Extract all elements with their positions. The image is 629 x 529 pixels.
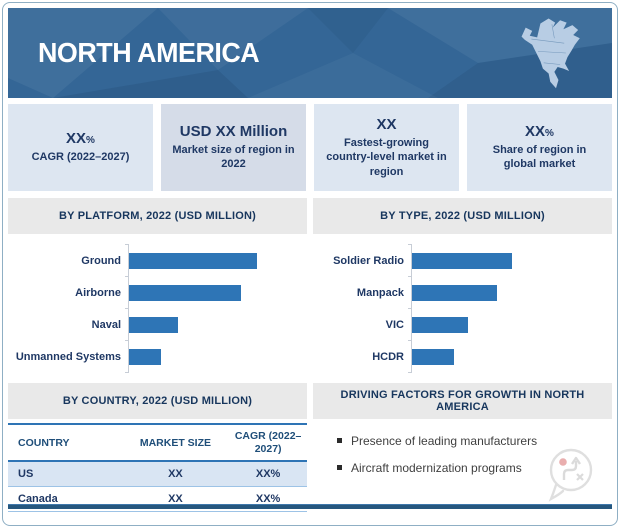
chart-row (313, 245, 610, 277)
chart-category-label: Unmanned Systems (15, 350, 121, 363)
north-america-map-icon (514, 12, 598, 94)
panel-title-driving-factors: DRIVING FACTORS FOR GROWTH IN NORTH AMERICA (313, 383, 612, 419)
cell-market-size: XX (168, 468, 183, 481)
chart-row (313, 341, 610, 373)
stat-number: XX (376, 116, 397, 134)
cell-cagr: XX% (255, 468, 281, 481)
chart-category-label: Airborne (75, 286, 121, 299)
chart-bar-area (128, 341, 305, 373)
stats-row (8, 104, 612, 191)
stat-number: USD XX Million (179, 123, 288, 141)
panel-by-platform (8, 198, 307, 377)
panel-by-type (313, 198, 612, 377)
table-row-canada (8, 487, 307, 512)
column-header-cagr: CAGR (2022–2027) (234, 430, 302, 456)
stat-description: Fastest-growing country-level market in region (326, 136, 447, 178)
infographic-page (2, 2, 618, 526)
column-header-country: COUNTRY (18, 436, 70, 449)
panel-title-by-type: BY TYPE, 2022 (USD MILLION) (313, 198, 612, 234)
table-header-row (8, 425, 307, 461)
chart-row (313, 277, 610, 309)
chart-category-label: Soldier Radio (333, 254, 404, 267)
chart-row (313, 309, 610, 341)
chart-bar-area (411, 309, 610, 341)
chart-row (8, 309, 305, 341)
bar-chart-by-platform (8, 234, 307, 377)
stat-card-market-size (161, 104, 306, 191)
panel-title-by-country: BY COUNTRY, 2022 (USD MILLION) (8, 383, 307, 419)
driving-factor-item: Aircraft modernization programs (337, 461, 612, 475)
page-title: NORTH AMERICA (38, 37, 260, 68)
cell-country: Canada (18, 493, 58, 506)
chart-bar-area (411, 245, 610, 277)
chart-category-label: Naval (91, 318, 121, 331)
chart-bar-area (128, 309, 305, 341)
stat-card-global-share (467, 104, 612, 191)
panel-title-by-platform: BY PLATFORM, 2022 (USD MILLION) (8, 198, 307, 234)
watermark-speech-bubble-icon (542, 444, 600, 502)
chart-bar (412, 317, 468, 333)
cell-market-size: XX (168, 493, 183, 506)
stat-number: XX (66, 130, 87, 148)
stat-value (525, 123, 554, 142)
chart-category-label: VIC (385, 318, 404, 331)
stat-description: Market size of region in 2022 (172, 144, 295, 171)
stat-value (66, 130, 95, 149)
charts-row (8, 198, 612, 377)
driving-factor-item: Presence of leading manufacturers (337, 434, 612, 448)
chart-bar-area (411, 277, 610, 309)
stat-value (376, 116, 396, 135)
chart-bar (129, 253, 257, 269)
panel-by-country (8, 383, 307, 504)
chart-bar (412, 285, 497, 301)
bar-chart-by-type (313, 234, 612, 377)
chart-row (8, 341, 305, 373)
chart-bar (129, 349, 161, 365)
panel-driving-factors (313, 383, 612, 504)
chart-row (8, 277, 305, 309)
chart-bar (129, 285, 241, 301)
chart-bar (129, 317, 178, 333)
stat-description: CAGR (2022–2027) (31, 151, 130, 164)
chart-bar-area (128, 245, 305, 277)
chart-bar (412, 349, 454, 365)
cell-cagr: XX% (255, 493, 281, 506)
table-row-us (8, 461, 307, 487)
chart-bar-area (411, 341, 610, 373)
chart-bar (412, 253, 512, 269)
stat-value (180, 123, 288, 142)
country-table (8, 425, 307, 512)
chart-category-label: Manpack (356, 286, 404, 299)
chart-row (8, 245, 305, 277)
stat-card-cagr (8, 104, 153, 191)
stat-unit: % (545, 128, 554, 140)
stat-description: Share of region in global market (492, 144, 587, 171)
column-header-market-size: MARKET SIZE (139, 436, 211, 449)
stat-unit: % (86, 135, 95, 147)
bottom-row (8, 383, 612, 504)
stat-card-fastest-growing (314, 104, 459, 191)
chart-category-label: HCDR (372, 350, 404, 363)
chart-bar-area (128, 277, 305, 309)
chart-category-label: Ground (81, 254, 121, 267)
region-banner (8, 8, 612, 98)
stat-number: XX (525, 123, 546, 141)
cell-country: US (18, 468, 34, 481)
